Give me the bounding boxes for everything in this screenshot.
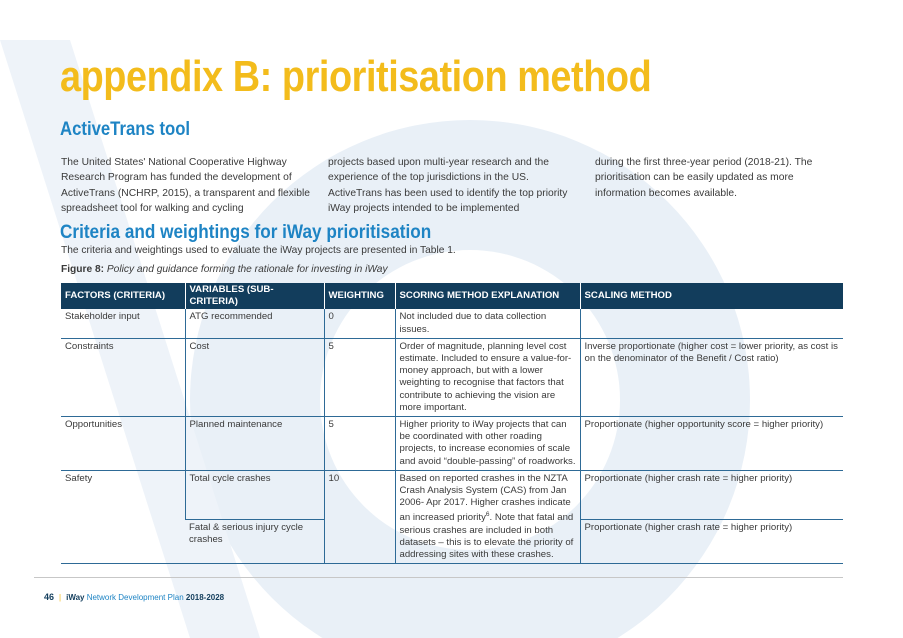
cell-factor: Stakeholder input (61, 309, 185, 338)
figure-caption (61, 264, 388, 275)
footer-separator: | (59, 593, 62, 602)
header-scaling: SCALING METHOD (580, 283, 843, 309)
cell-weighting: 0 (324, 309, 395, 338)
table-row (61, 417, 843, 471)
cell-weighting: 5 (324, 338, 395, 416)
cell-scaling (580, 309, 843, 338)
cell-scoring: Order of magnitude, planning level cost estimate. Included to ensure a value-for-money approach, but with a lower weighting to recognise that factors that contribute to achieving the vision are more important. (395, 338, 580, 416)
body-column-3: during the first three-year period (2018-21). The prioritisation can be easily updated as more information becomes available. (595, 157, 813, 199)
header-factors: FACTORS (CRITERIA) (61, 283, 185, 309)
table-row (61, 309, 843, 338)
cell-weighting: 10 (324, 470, 395, 564)
criteria-table (61, 283, 843, 564)
cell-scaling: Inverse proportionate (higher cost = lower priority, as cost is on the denominator of the Benefit / Cost ratio) (580, 338, 843, 416)
scoring-text-part2: . Note that fatal and serious crashes are included in both datasets – this is to elevate the priority of addressing sites with these crashes. (399, 512, 574, 561)
cell-scoring (395, 470, 580, 564)
scoring-text-part1: Based on reported crashes in the NZTA Crash Analysis System (CAS) from Jan 2006- Apr 2017. Higher crashes indicate an increased priority (399, 472, 571, 524)
section-subtitle: ActiveTrans tool (60, 119, 191, 140)
footnote-marker: 6 (485, 511, 490, 519)
footer-divider (34, 577, 843, 578)
figure-text: Policy and guidance forming the rationale for investing in iWay (106, 264, 388, 275)
cell-factor: Opportunities (61, 417, 185, 471)
cell-variable: ATG recommended (185, 309, 324, 338)
header-variables: VARIABLES (SUB-CRITERIA) (185, 283, 324, 309)
body-column-2: projects based upon multi-year research and the experience of the top jurisdictions in the US. ActiveTrans has been used to identify the top priority iWay projects intended to be implemented (328, 157, 568, 214)
cell-factor: Constraints (61, 338, 185, 416)
footer-brand: iWay (66, 593, 85, 602)
cell-weighting: 5 (324, 417, 395, 471)
section-heading: Criteria and weightings for iWay prioritisation (60, 221, 432, 243)
table-row (61, 338, 843, 416)
cell-factor: Safety (61, 470, 185, 564)
cell-scoring: Not included due to data collection issues. (395, 309, 580, 338)
cell-scaling: Proportionate (higher crash rate = higher priority) (580, 470, 843, 519)
table-header-row (61, 283, 843, 309)
page-number: 46 (44, 592, 55, 602)
cell-variable: Cost (185, 338, 324, 416)
header-scoring: SCORING METHOD EXPLANATION (395, 283, 580, 309)
cell-variable: Total cycle crashes (185, 470, 324, 519)
page-title: appendix B: prioritisation method (60, 52, 652, 101)
cell-scaling: Proportionate (higher opportunity score = higher priority) (580, 417, 843, 471)
cell-scaling: Proportionate (higher crash rate = higher priority) (580, 519, 843, 564)
footer-years: 2018-2028 (185, 593, 225, 602)
header-weighting: WEIGHTING (324, 283, 395, 309)
body-column-1: The United States' National Cooperative Highway Research Program has funded the development of ActiveTrans (NCHRP, 2015), a transparent and flexible spreadsheet tool for walking and cycling (61, 157, 310, 214)
cell-variable: Fatal & serious injury cycle crashes (185, 519, 324, 564)
table-row (61, 470, 843, 519)
page-footer (44, 592, 224, 602)
section-intro: The criteria and weightings used to evaluate the iWay projects are presented in Table 1. (61, 245, 456, 256)
figure-label: Figure 8: (61, 264, 105, 275)
cell-variable: Planned maintenance (185, 417, 324, 471)
footer-plan-name: Network Development Plan (86, 593, 184, 602)
cell-scoring: Higher priority to iWay projects that can be coordinated with other roading projects, to increase economies of scale and avoid “double-passing” of roadworks. (395, 417, 580, 471)
